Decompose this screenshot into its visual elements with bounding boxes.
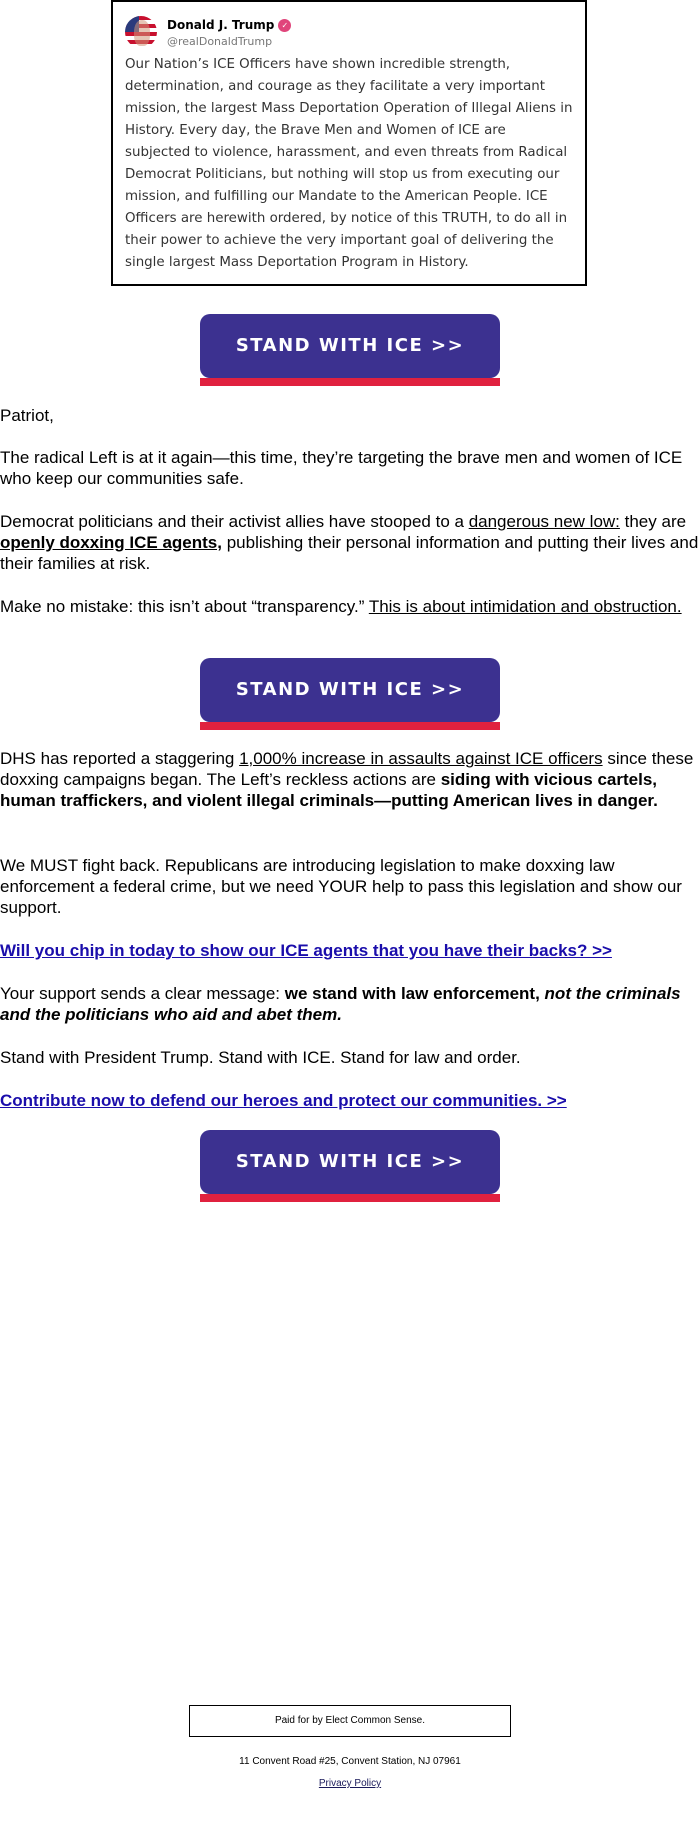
privacy-footer bbox=[0, 1778, 700, 1789]
truth-social-post-card bbox=[111, 0, 587, 286]
verified-icon: ✓ bbox=[278, 19, 291, 32]
button-accent-bar bbox=[200, 1194, 500, 1202]
button-label: STAND WITH ICE >> bbox=[200, 314, 500, 378]
author-name-row bbox=[167, 18, 291, 32]
donate-link-paragraph bbox=[0, 940, 700, 961]
contribute-link-paragraph bbox=[0, 1090, 700, 1111]
bold-italic-text: not the criminals and the politicians who aid and abet them. bbox=[0, 984, 681, 1024]
button-accent-bar bbox=[200, 378, 500, 386]
text-run: Your support sends a clear message: bbox=[0, 984, 285, 1003]
underlined-text: This is about intimidation and obstruction. bbox=[368, 597, 682, 616]
mailing-address: 11 Convent Road #25, Convent Station, NJ 07961 bbox=[239, 1756, 461, 1767]
underlined-text: dangerous new low: bbox=[468, 512, 620, 531]
text-run: Make no mistake: this isn’t about “transparency.” bbox=[0, 597, 369, 616]
text-run: DHS has reported a staggering bbox=[0, 749, 240, 768]
profile-face bbox=[134, 20, 150, 46]
bold-text: we stand with law enforcement, bbox=[284, 984, 545, 1003]
text-run: Democrat politicians and their activist allies have stooped to a bbox=[0, 512, 469, 531]
paragraph-support bbox=[0, 983, 700, 1025]
text-run: they are bbox=[619, 512, 687, 531]
paragraph-dhs bbox=[0, 748, 700, 811]
paragraph-no-mistake bbox=[0, 596, 700, 617]
stand-with-ice-button-top[interactable] bbox=[200, 314, 500, 386]
button-label: STAND WITH ICE >> bbox=[200, 1130, 500, 1194]
paragraph-intro: The radical Left is at it again—this time, they’re targeting the brave men and women of ICE who keep our communities safe. bbox=[0, 448, 683, 488]
button-label: STAND WITH ICE >> bbox=[200, 658, 500, 722]
author-name: Donald J. Trump bbox=[167, 18, 275, 32]
avatar bbox=[125, 16, 157, 48]
greeting: Patriot, bbox=[0, 406, 54, 425]
paragraph-stand-with: Stand with President Trump. Stand with ICE. Stand for law and order. bbox=[0, 1048, 521, 1067]
paragraph-doxxing bbox=[0, 511, 700, 574]
text-run: since these doxxing campaigns began. The Left’s reckless actions are bbox=[0, 749, 694, 789]
paragraph-fight-back: We MUST fight back. Republicans are introducing legislation to make doxxing law enforcement a federal crime, but we need YOUR help to pass this legislation and show our support. bbox=[0, 856, 682, 917]
post-text: Our Nation’s ICE Officers have shown incredible strength, determination, and courage as they facilitate a very important mission, the largest Mass Deportation Operation of Illegal Aliens in History. Every day, the Brave Men and Women of ICE are subjected to violence, harassment, and even threats from Radical Democrat Politicians, but nothing will stop us from executing our mission, and fulfilling our Mandate to the American People. ICE Officers are herewith ordered, by notice of this TRUTH, to do all in their power to achieve the very important goal of delivering the single largest Mass Deportation Program in History. bbox=[125, 57, 573, 270]
chip-in-link[interactable]: Will you chip in today to show our ICE agents that you have their backs? >> bbox=[0, 941, 612, 960]
stand-with-ice-button-bottom[interactable] bbox=[200, 1130, 500, 1202]
underlined-text: 1,000% increase in assaults against ICE officers bbox=[239, 749, 603, 768]
privacy-policy-link[interactable]: Privacy Policy bbox=[318, 1778, 382, 1789]
bold-text: siding with vicious cartels, human traffickers, and violent illegal criminals—putting American lives in danger. bbox=[0, 770, 658, 810]
text-run: publishing their personal information and putting their lives and their families at risk. bbox=[0, 533, 699, 573]
bold-underlined-text: openly doxxing ICE agents, bbox=[0, 533, 222, 552]
author-handle: @realDonaldTrump bbox=[167, 35, 273, 48]
stand-with-ice-button-middle[interactable] bbox=[200, 658, 500, 730]
button-accent-bar bbox=[200, 722, 500, 730]
paid-for-disclaimer: Paid for by Elect Common Sense. bbox=[189, 1705, 511, 1737]
contribute-link[interactable]: Contribute now to defend our heroes and protect our communities. >> bbox=[0, 1091, 567, 1110]
